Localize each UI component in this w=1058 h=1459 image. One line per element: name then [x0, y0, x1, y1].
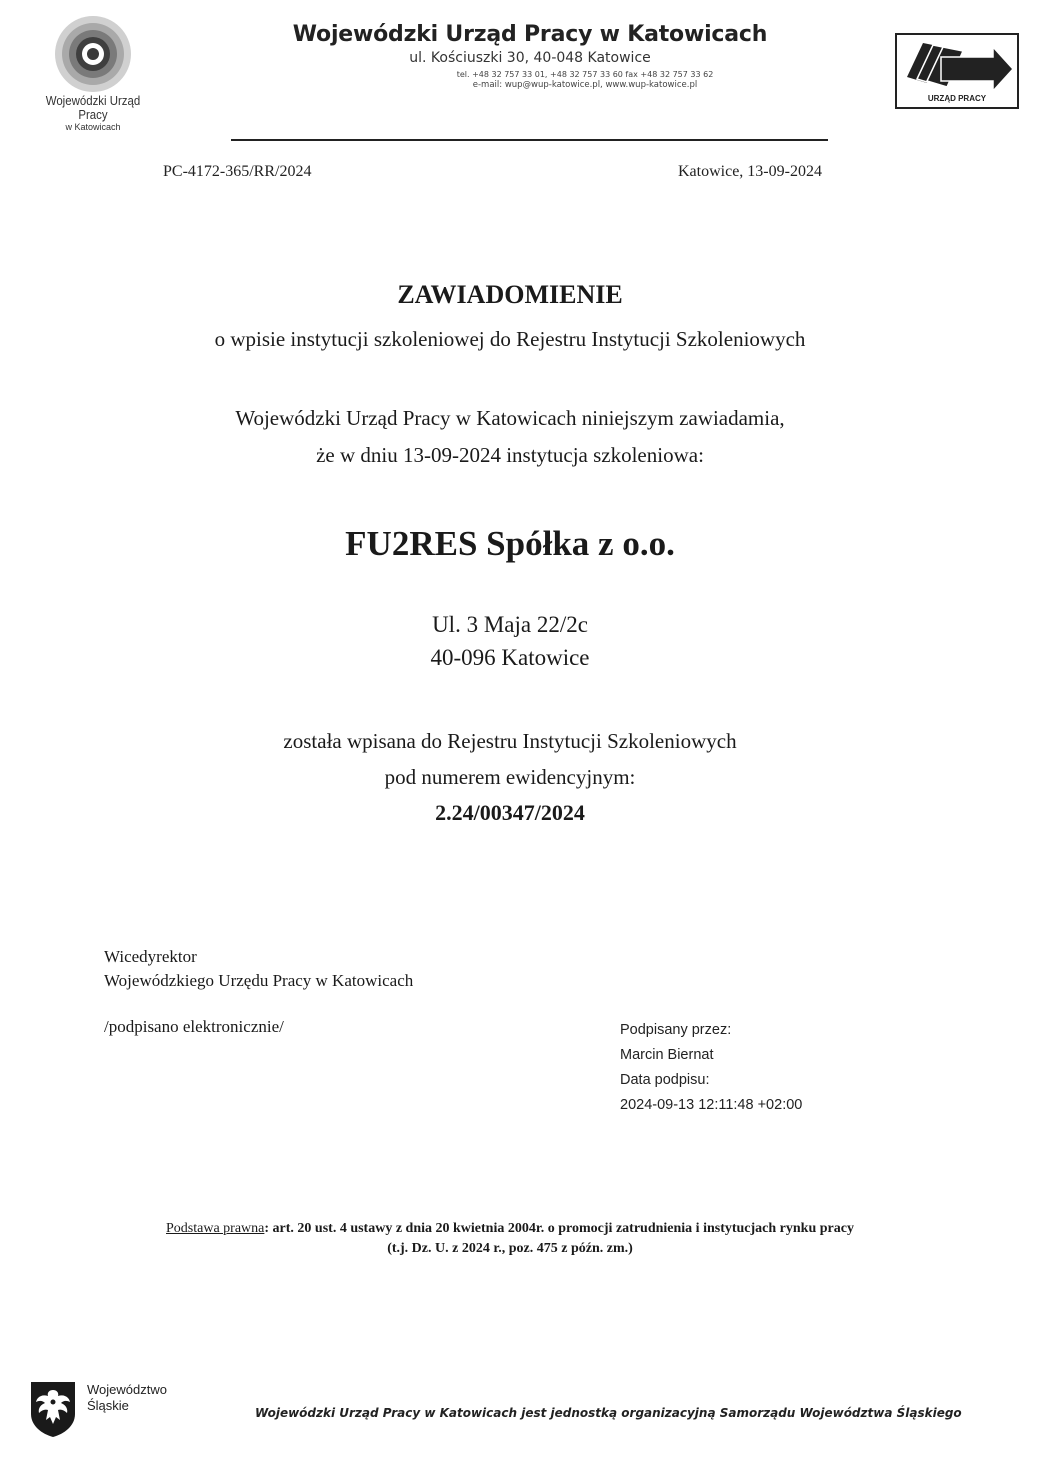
company-address-line1: Ul. 3 Maja 22/2c	[432, 612, 588, 637]
document-subtitle: o wpisie instytucji szkoleniowej do Rejestru Instytucji Szkoleniowych	[214, 327, 806, 351]
urzad-pracy-label: URZĄD PRACY	[927, 94, 987, 103]
voivodeship-line2: Śląskie	[87, 1398, 129, 1413]
signed-electronically-note: /podpisano elektronicznie/	[104, 1017, 284, 1036]
document-title: ZAWIADOMIENIE	[397, 280, 623, 309]
signature-date-value: 2024-09-13 12:11:48 +02:00	[620, 1097, 803, 1113]
notice-text-line2: że w dniu 13-09-2024 instytucja szkoleniowa:	[316, 443, 704, 467]
result-text-line2: pod numerem ewidencyjnym:	[384, 765, 636, 789]
urzad-pracy-arrow-icon	[897, 35, 1017, 97]
header-divider	[231, 139, 828, 141]
reference-number: PC-4172-365/RR/2024	[163, 163, 312, 180]
signer-role	[104, 945, 413, 993]
concentric-circles-icon	[53, 14, 133, 94]
logo-name: Wojewódzki Urząd Pracy	[45, 93, 141, 122]
voivodeship-name	[87, 1382, 167, 1414]
org-address: ul. Kościuszki 30, 40-048 Katowice	[409, 50, 651, 66]
urzad-pracy-logo	[895, 33, 1019, 109]
result-text-line1: została wpisana do Rejestru Instytucji Szkoleniowych	[283, 729, 737, 753]
signature-date-label: Data podpisu:	[620, 1072, 710, 1088]
legal-basis	[0, 1219, 1020, 1259]
signer-role-line1: Wicedyrektor	[104, 947, 197, 966]
signer-role-line2: Wojewódzkiego Urzędu Pracy w Katowicach	[104, 971, 414, 990]
legal-basis-citation: (t.j. Dz. U. z 2024 r., poz. 475 z późn. zm.)	[387, 1241, 633, 1256]
org-phones: tel. +48 32 757 33 01, +48 32 757 33 60 fax +48 32 757 33 62	[456, 70, 714, 79]
electronic-signature-block	[620, 1018, 802, 1118]
voivodeship-line1: Województwo	[87, 1382, 167, 1397]
company-address-line2: 40-096 Katowice	[430, 645, 590, 670]
notice-text-line1: Wojewódzki Urząd Pracy w Katowicach niniejszym zawiadamia,	[235, 406, 785, 430]
company-name: FU2RES Spółka z o.o.	[345, 524, 675, 563]
org-info	[230, 22, 830, 90]
legal-basis-label: Podstawa prawna	[166, 1221, 265, 1236]
document-date: Katowice, 13-09-2024	[678, 163, 822, 180]
footer-note: Wojewódzki Urząd Pracy w Katowicach jest jednostką organizacyjną Samorządu Województwa Śląskiego	[255, 1406, 962, 1420]
registration-number: 2.24/00347/2024	[435, 800, 585, 825]
silesian-eagle-icon	[28, 1378, 78, 1438]
org-title: Wojewódzki Urząd Pracy w Katowicach	[292, 22, 768, 47]
legal-basis-text: : art. 20 ust. 4 ustawy z dnia 20 kwietnia 2004r. o promocji zatrudnienia i instytucjach rynku pracy	[264, 1221, 854, 1236]
wup-logo	[28, 14, 158, 134]
signed-by-label: Podpisany przez:	[620, 1022, 732, 1038]
org-email: e-mail: wup@wup-katowice.pl, www.wup-katowice.pl	[472, 80, 698, 90]
signer-name: Marcin Biernat	[620, 1047, 714, 1063]
logo-subtitle: w Katowicach	[65, 122, 121, 132]
